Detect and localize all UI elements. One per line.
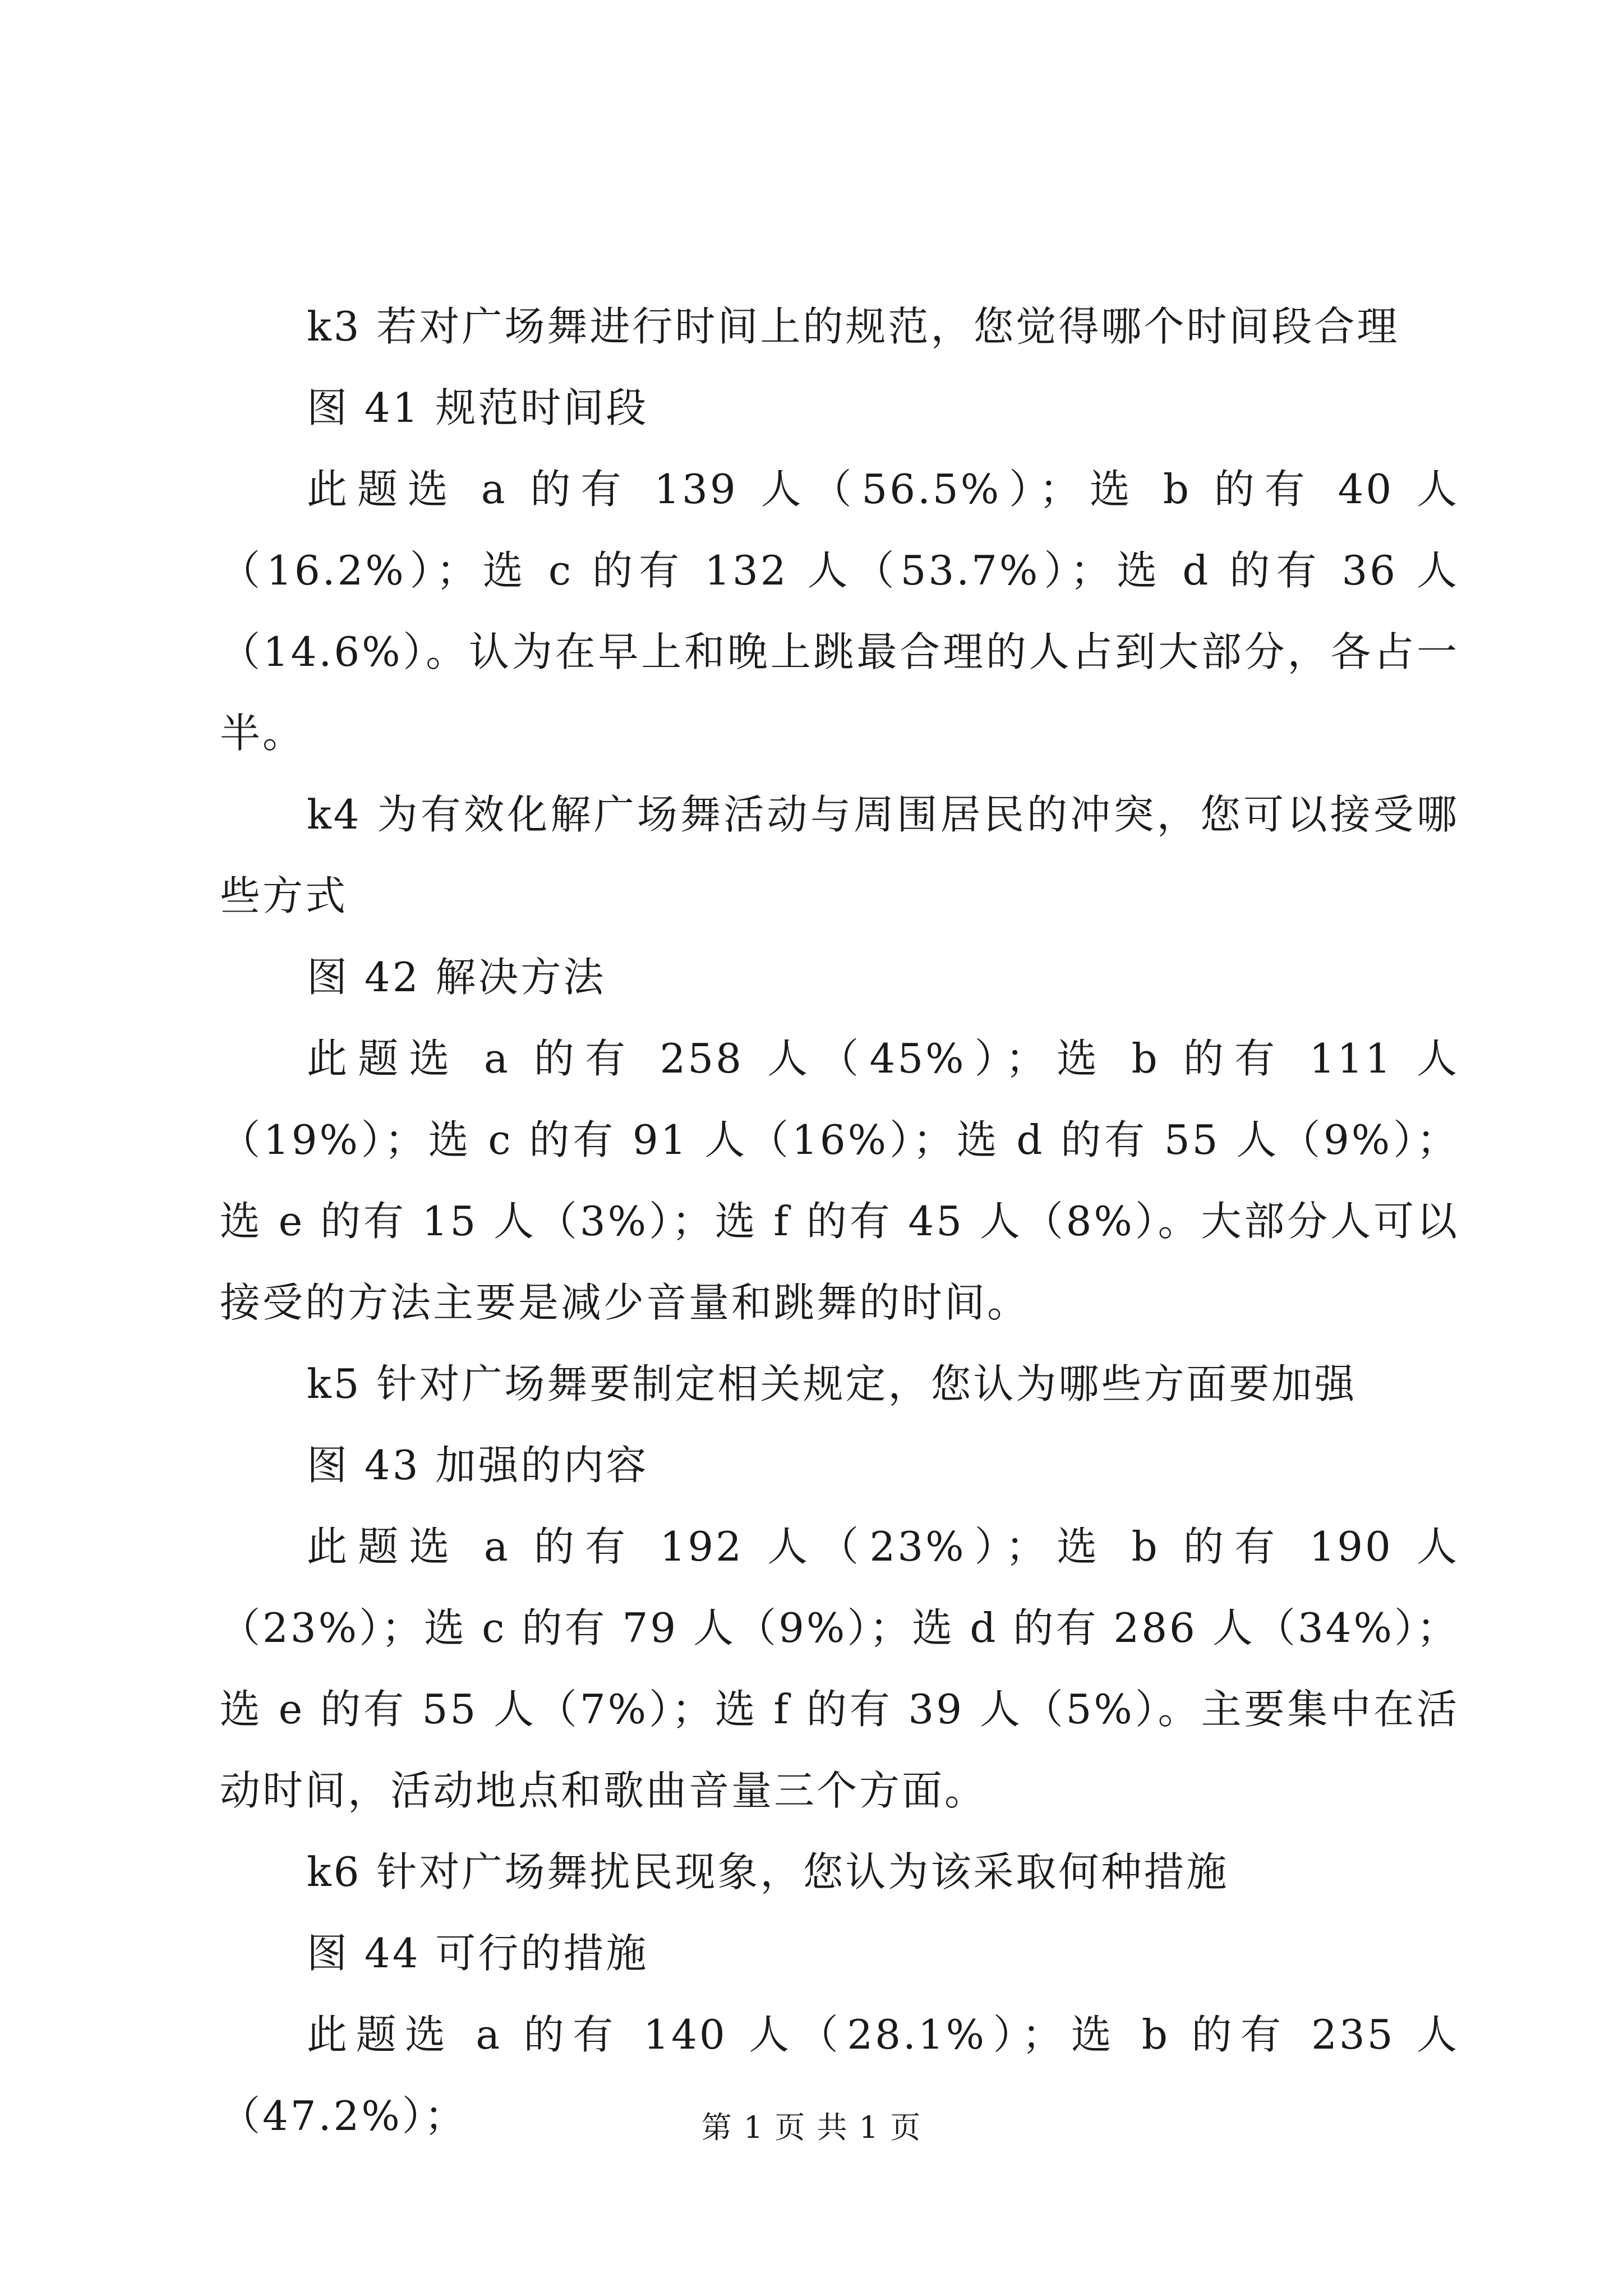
figure-caption-41: 图 41 规范时间段 — [307, 384, 649, 431]
question-k5: k5 针对广场舞要制定相关规定，您认为哪些方面要加强 — [307, 1360, 1357, 1407]
answer-k6: 此题选 a 的有 140 人（28.1%）；选 b 的有 235 人（47.2%）； — [220, 2011, 1459, 2139]
question-k4: k4 为有效化解广场舞活动与周围居民的冲突，您可以接受哪些方式 — [220, 791, 1459, 919]
document-body — [220, 286, 1459, 2157]
figure-caption-44: 图 44 可行的措施 — [307, 1930, 649, 1977]
page-footer: 第 1 页 共 1 页 — [701, 2110, 922, 2145]
answer-k5: 此题选 a 的有 192 人（23%）；选 b 的有 190 人（23%）；选 c 的有 79 人（9%）；选 d 的有 286 人（34%）；选 e 的有 55 人（7%）；选 f 的有 39 人（5%）。主要集中在活动时间，活动地点和歌曲音量三个方面。 — [220, 1523, 1459, 1814]
figure-caption-42: 图 42 解决方法 — [307, 954, 606, 1001]
figure-caption-43: 图 43 加强的内容 — [307, 1442, 649, 1489]
question-k3: k3 若对广场舞进行时间上的规范，您觉得哪个时间段合理 — [307, 303, 1400, 350]
answer-k4: 此题选 a 的有 258 人（45%）；选 b 的有 111 人（19%）；选 c 的有 91 人（16%）；选 d 的有 55 人（9%）；选 e 的有 15 人（3%）；选 f 的有 45 人（8%）。大部分人可以接受的方法主要是减少音量和跳舞的时间。 — [220, 1035, 1459, 1326]
answer-k3: 此题选 a 的有 139 人（56.5%）；选 b 的有 40 人（16.2%）；选 c 的有 132 人（53.7%）；选 d 的有 36 人（14.6%）。认为在早上和晚上跳最合理的人占到大部分，各占一半。 — [220, 466, 1459, 757]
question-k6: k6 针对广场舞扰民现象，您认为该采取何种措施 — [307, 1848, 1229, 1895]
